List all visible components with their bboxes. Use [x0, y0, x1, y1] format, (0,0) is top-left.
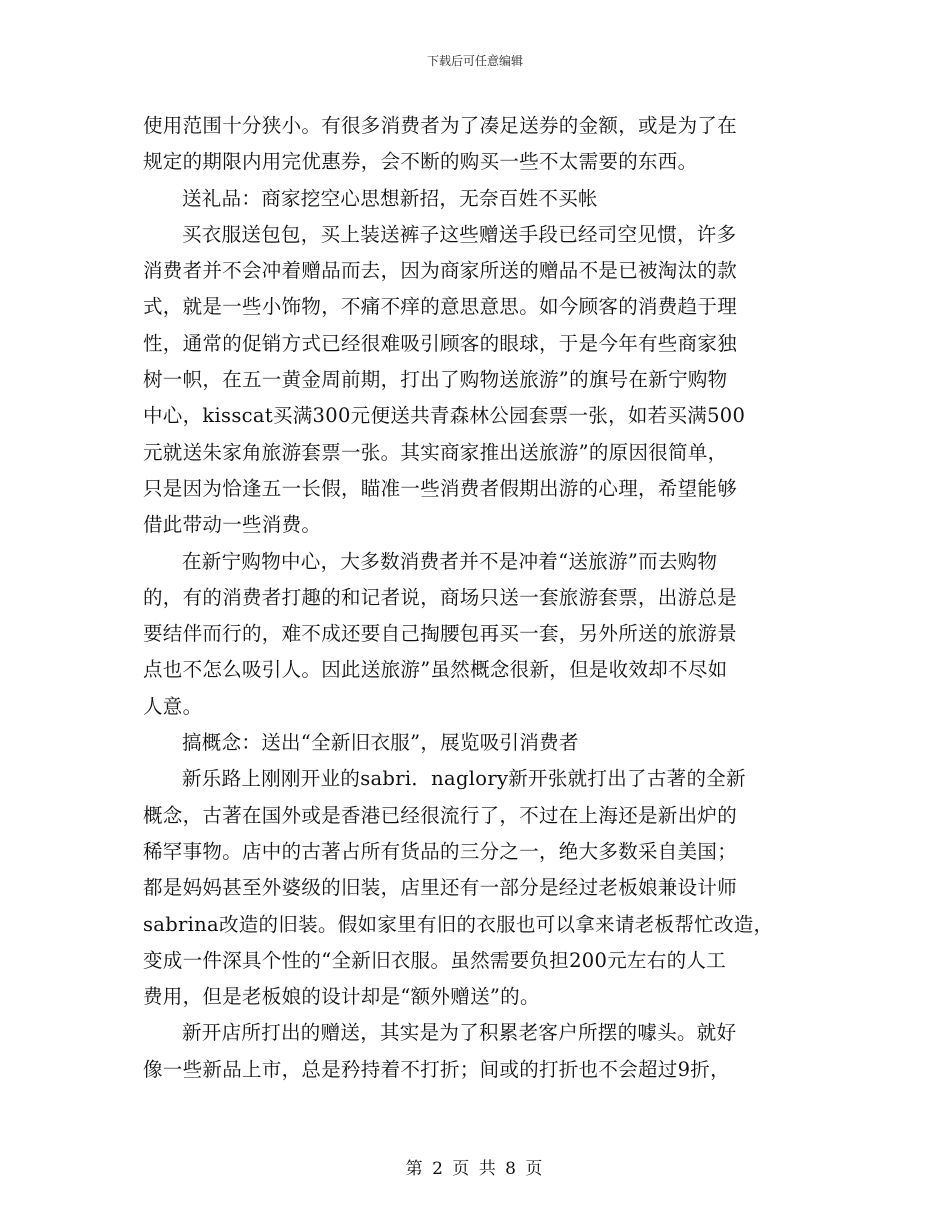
text-line: 在新宁购物中心，大多数消费者并不是冲着“送旅游”而去购物 — [182, 549, 718, 573]
section-heading: 搞概念：送出“全新旧衣服”，展览吸引消费者 — [182, 731, 579, 755]
text-line: 性，通常的促销方式已经很难吸引顾客的眼球，于是今年有些商家独 — [143, 331, 738, 355]
text-line: 要结伴而行的，难不成还要自己掏腰包再买一套，另外所送的旅游景 — [143, 622, 738, 646]
text-line: 使用范围十分狭小。有很多消费者为了凑足送券的金额，或是为了在 — [143, 114, 738, 137]
text-line: 买衣服送包包，买上装送裤子这些赠送手段已经司空见惯，许多 — [182, 222, 737, 246]
text-line: 变成一件深具个性的“全新旧衣服。虽然需要负担200元左右的人工 — [143, 948, 726, 972]
text-line: 式，就是一些小饰物，不痛不痒的意思意思。如今顾客的消费趋于理 — [143, 295, 738, 319]
text-line: 的，有的消费者打趣的和记者说，商场只送一套旅游套票，出游总是 — [143, 585, 738, 609]
text-line: 中心，kisscat买满300元便送共青森林公园套票一张，如若买满500 — [143, 404, 746, 428]
text-line: 只是因为恰逢五一长假，瞄准一些消费者假期出游的心理，希望能够 — [143, 476, 738, 500]
text-line: 稀罕事物。店中的古著占所有货品的三分之一，绝大多数采自美国； — [143, 839, 738, 863]
text-line: 树一帜，在五一黄金周前期，打出了购物送旅游”的旗号在新宁购物 — [143, 368, 728, 392]
text-line: 新乐路上刚刚开业的sabri．naglory新开张就打出了古著的全新 — [182, 767, 746, 791]
text-line: sabrina改造的旧装。假如家里有旧的衣服也可以拿来请老板帮忙改造， — [143, 912, 774, 936]
text-line: 规定的期限内用完优惠券，会不断的购买一些不太需要的东西。 — [143, 150, 698, 174]
text-line: 概念，古著在国外或是香港已经很流行了，不过在上海还是新出炉的 — [143, 803, 738, 827]
text-line: 像一些新品上市，总是矜持着不打折；间或的打折也不会超过9折， — [143, 1057, 730, 1081]
page-footer: 第 2 页 共 8 页 — [405, 1159, 545, 1179]
page-header: 下载后可任意编辑 — [426, 54, 523, 68]
text-line: 点也不怎么吸引人。因此送旅游”虽然概念很新，但是收效却不尽如 — [143, 658, 728, 682]
text-line: 元就送朱家角旅游套票一张。其实商家推出送旅游”的原因很简单， — [143, 440, 728, 464]
section-heading: 送礼品：商家挖空心思想新招，无奈百姓不买帐 — [182, 186, 598, 210]
text-line: 人意。 — [143, 694, 203, 718]
text-line: 费用，但是老板娘的设计却是“额外赠送”的。 — [143, 985, 540, 1009]
text-line: 新开店所打出的赠送，其实是为了积累老客户所摆的噱头。就好 — [182, 1021, 737, 1045]
text-line: 都是妈妈甚至外婆级的旧装，店里还有一部分是经过老板娘兼设计师 — [143, 876, 738, 900]
text-line: 借此带动一些消费。 — [143, 513, 322, 537]
document-body — [143, 108, 803, 1088]
text-line: 消费者并不会冲着赠品而去，因为商家所送的赠品不是已被淘汰的款 — [143, 259, 738, 283]
